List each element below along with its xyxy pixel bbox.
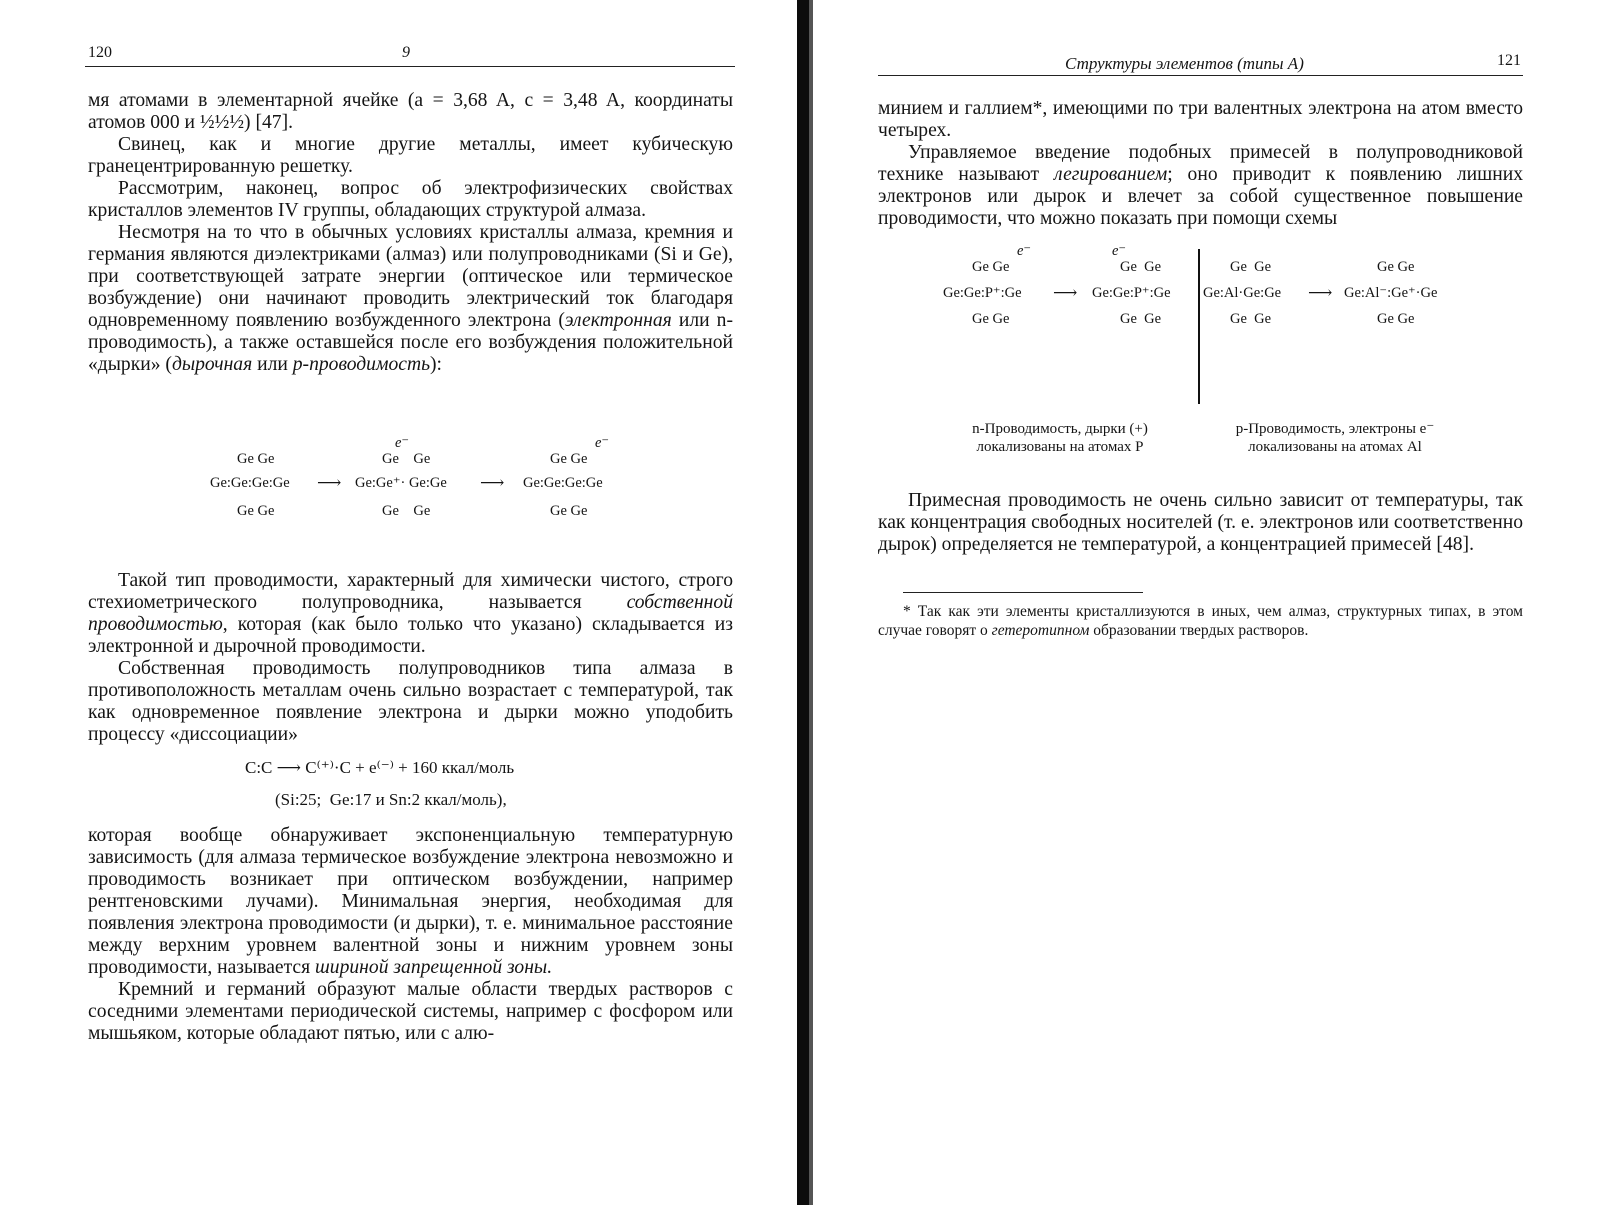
scheme-row: Ge Ge [1120,311,1162,327]
arrow: ⟶ [1308,283,1333,302]
paragraph: Такой тип проводимости, характерный для химически чистого, строго стехиометрического полупроводника, называется собственной проводимостью, которая (как было только что указано) складывается из электронной и дырочной проводимости. [88,570,733,657]
scheme-divider [1198,249,1200,404]
scheme-row: Ge Ge [1377,311,1415,327]
electron-label: e⁻ [395,435,410,451]
paragraph: мя атомами в элементарной ячейке (a = 3,68 A, c = 3,48 A, координаты атомов 000 и ½½½) [47]. [88,90,733,133]
paragraph: Несмотря на то что в обычных условиях кристаллы алмаза, кремния и германия являются диэлектриками (алмаз) или полупроводниками (Si и Ge), при соответствующей затрате энергии (оптическое или термическое возбуждение) они начинают проводить электрический ток благодаря одновременному появлению возбужденного электрона (электронная или n-проводимость), а также оставшейся после его возбуждения положительной «дырки» (дырочная или р-проводимость): [88,222,733,375]
left-text-top [88,90,733,376]
scheme-row: Ge Ge [972,311,1010,327]
footnote: * Так как эти элементы кристаллизуются в иных, чем алмаз, структурных типах, в этом случае говорят о гетеротипном образовании твердых растворов. [878,603,1523,639]
running-head: Структуры элементов (типы А) [1065,54,1304,73]
scheme-row: Ge:Ge:Ge:Ge [523,475,603,491]
scheme-row: Ge Ge [1230,259,1272,275]
electron-label: e⁻ [1017,243,1032,259]
right-page [825,0,1600,1205]
scheme-row: Ge:Al·Ge:Ge [1203,285,1282,301]
scheme-row: Ge Ge [550,503,588,519]
scheme-row: Ge Ge [382,503,431,519]
spine-shadow [809,0,813,1205]
left-page [0,0,790,1205]
left-text-bottom [88,825,733,1045]
right-text-top [878,98,1523,230]
left-text-middle [88,570,733,746]
arrow: ⟶ [1053,283,1078,302]
paragraph: Рассмотрим, наконец, вопрос об электрофизических свойствах кристаллов элементов IV группы, обладающих структурой алмаза. [88,178,733,221]
scheme-row: Ge Ge [1377,259,1415,275]
page-number-right: 121 [1497,52,1521,69]
right-text-bottom [878,490,1523,556]
header-rule-right [878,75,1523,76]
paragraph: Управляемое введение подобных примесей в полупроводниковой технике называют легированием; оно приводит к появлению лишних электронов или дырок и влечет за собой существенное повышение проводимости, что можно показать при помощи схемы [878,142,1524,229]
paragraph: Свинец, как и многие другие металлы, имеет кубическую гранецентрированную решетку. [88,134,733,177]
scheme-row: Ge Ge [237,503,275,519]
page-number-left: 120 [88,44,112,61]
scheme-row: Ge Ge [382,451,431,467]
paragraph: минием и галлием*, имеющими по три валентных электрона на атом вместо четырех. [878,98,1523,141]
scheme-row: Ge:Al⁻:Ge⁺·Ge [1344,285,1438,301]
paragraph: которая вообще обнаруживает экспоненциальную температурную зависимость (для алмаза термическое возбуждение электрона невозможно и проводимость возникает при оптическом возбуждении, например рентгеновскими лучами). Минимальная энергия, необходимая для появления электрона проводимости (и дырки), т. е. минимальное расстояние между верхним уровнем валентной зоны и нижним уровнем зоны проводимости, называется шириной запрещенной зоны. [88,825,733,978]
scheme-row: Ge:Ge:Ge:Ge [210,475,290,491]
scheme-row: Ge:Ge:P⁺:Ge [943,285,1022,301]
caption-p-type: p-Проводимость, электроны e⁻ локализованы на атомах Al [1235,421,1435,455]
footnote-rule [903,592,1143,593]
scheme-row: Ge Ge [972,259,1010,275]
paragraph: Собственная проводимость полупроводников типа алмаза в противоположность металлам очень сильно возрастает с температурой, так как одновременное появление электрона и дырки можно уподобить процессу «диссоциации» [88,658,733,745]
header-rule-left [85,66,735,67]
scheme-row: Ge Ge [237,451,275,467]
scheme-row: Ge Ge [1120,259,1162,275]
electron-label: e⁻ [1112,243,1127,259]
caption-n-type: n-Проводимость, дырки (+) локализованы на атомах P [972,421,1148,455]
chapter-number: 9 [402,44,410,61]
scheme-row: Ge Ge [550,451,588,467]
paragraph: Кремний и германий образуют малые области твердых растворов с соседними элементами периодической системы, например с фосфором или мышьяком, которые обладают пятью, или с алю- [88,979,733,1044]
arrow: ⟶ [317,473,342,492]
scheme-row: Ge Ge [1230,311,1272,327]
equation: C:C ⟶ C⁽⁺⁾·C + e⁽⁻⁾ + 160 ккал/моль [245,758,515,777]
conductivity-scheme [205,435,645,530]
electron-label: e⁻ [595,435,610,451]
scheme-row: Ge:Ge⁺· Ge:Ge [355,475,447,491]
equation-note: (Si:25; Ge:17 и Sn:2 ккал/моль), [275,790,507,809]
paragraph: Примесная проводимость не очень сильно зависит от температуры, так как концентрация свободных носителей (т. е. электронов или соответственно дырок) определяется не температурой, а концентрацией примесей [48]. [878,490,1523,555]
arrow: ⟶ [480,473,505,492]
doping-scheme [940,243,1540,413]
book-spine [797,0,809,1205]
scheme-row: Ge:Ge:P⁺:Ge [1092,285,1171,301]
